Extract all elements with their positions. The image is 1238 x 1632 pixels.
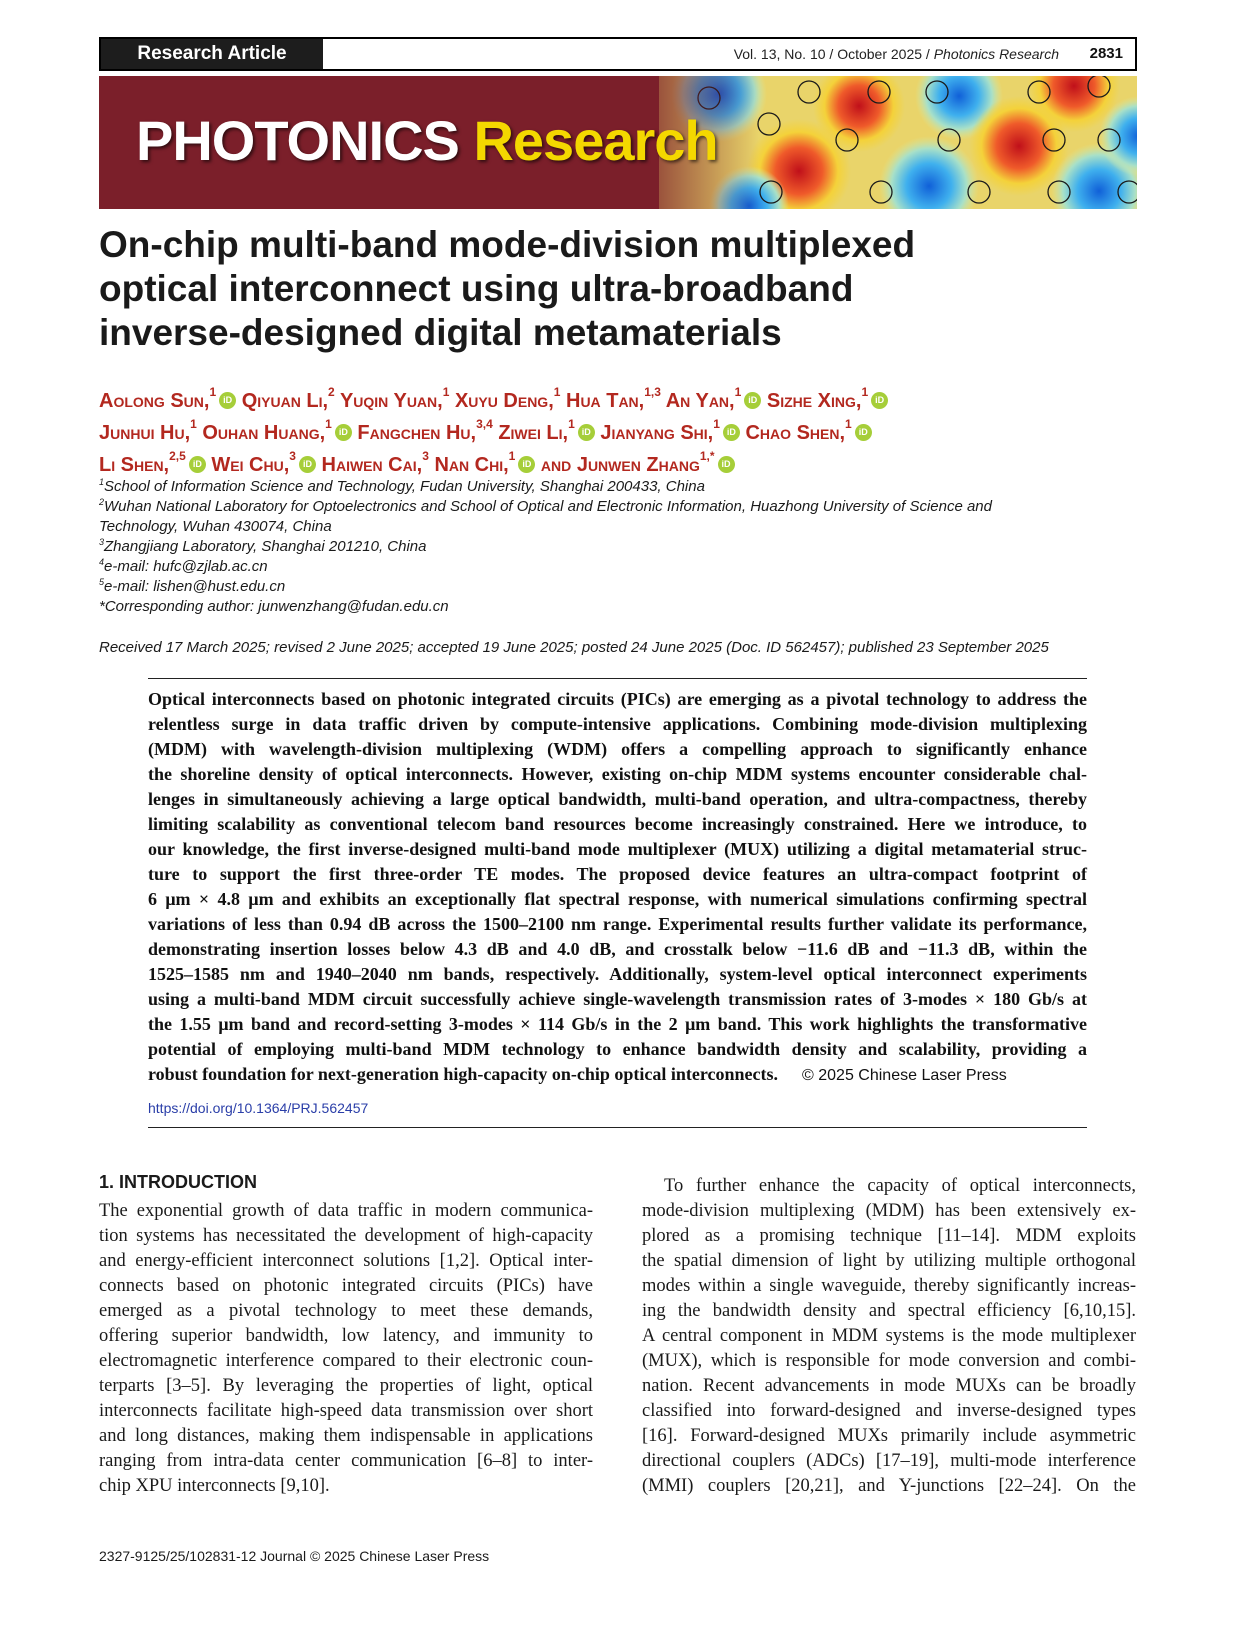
abstract-line: the shoreline density of optical interconnects. However, existing on-chip MDM systems encounter considerable chal-	[148, 764, 1087, 784]
affiliation-line	[99, 557, 1139, 577]
and-word: and	[540, 454, 572, 476]
author-name: Sizhe Xing,	[766, 390, 862, 412]
body-line: classified into forward-designed and inverse-designed types	[642, 1401, 1136, 1421]
affiliation-line	[99, 597, 1139, 617]
author-name: Aolong Sun,	[99, 390, 210, 412]
author-name: Jianyang Shi,	[600, 422, 714, 444]
affil-email[interactable]: e-mail: hufc@zjlab.ac.cn	[104, 558, 268, 575]
abstract	[148, 687, 1087, 1088]
abstract-line: Optical interconnects based on photonic integrated circuits (PICs) are emerging as a pivotal technology to address the	[148, 689, 1087, 709]
journal-banner	[99, 76, 1137, 209]
author-name: Junhui Hu,	[99, 422, 191, 444]
author	[576, 449, 735, 476]
body-line: emerged as a pivotal technology to meet these demands,	[99, 1301, 593, 1321]
page-number: 2831	[1089, 45, 1123, 62]
author-affil: 1	[845, 417, 852, 431]
abstract-line: demonstrating insertion losses below 4.3 dB and 4.0 dB, and crosstalk below −11.6 dB and −11.3 dB, within the	[148, 939, 1087, 959]
author	[241, 385, 335, 412]
journal-header-bar	[99, 37, 1137, 71]
affil-email[interactable]: e-mail: lishen@hust.edu.cn	[104, 578, 286, 595]
abstract-line: the 1.55 μm band and record-setting 3-modes × 114 Gb/s in the 2 μm band. This work highlights the transformative	[148, 1014, 1087, 1034]
author-name: An Yan,	[665, 390, 735, 412]
author-affil: 1	[209, 385, 217, 399]
title-line: inverse-designed digital metamaterials	[99, 312, 782, 353]
author-name: Xuyu Deng,	[454, 390, 554, 412]
author-affil: 2	[328, 385, 335, 399]
journal-name: Photonics Research	[933, 46, 1059, 62]
body-line: tion systems has necessitated the development of high-capacity	[99, 1226, 593, 1246]
author	[665, 385, 762, 412]
affil-number: 4	[99, 557, 105, 567]
author	[454, 385, 561, 412]
author-affil: 3	[422, 449, 429, 463]
affiliation-line	[99, 537, 1139, 557]
author-name: Qiyuan Li,	[241, 390, 329, 412]
body-line: chip XPU interconnects [9,10].	[99, 1476, 330, 1496]
orcid-icon[interactable]	[578, 424, 595, 441]
body-line: connects based on photonic integrated circuits (PICs) have	[99, 1276, 593, 1296]
author-list	[99, 385, 1149, 481]
logo-photonics: PHOTONICS	[136, 109, 459, 172]
author	[600, 417, 740, 444]
page-footer: 2327-9125/25/102831-12 Journal © 2025 Chinese Laser Press	[99, 1548, 490, 1564]
abstract-line: lenges in simultaneously achieving a large optical bandwidth, multi-band operation, and ultra-compactness, thereby	[148, 789, 1087, 809]
abstract-line: robust foundation for next-generation high-capacity on-chip optical interconnects.	[148, 1064, 779, 1084]
body-line: nation. Recent advancements in mode MUXs can be broadly	[642, 1376, 1136, 1396]
affil-text: School of Information Science and Technology, Fudan University, Shanghai 200433, China	[104, 478, 705, 495]
abstract-line-last	[148, 1062, 1087, 1088]
body-line: the spatial dimension of light by utilizing multiple orthogonal	[642, 1251, 1136, 1271]
orcid-icon[interactable]	[871, 392, 888, 409]
author-affil: 1	[553, 385, 561, 399]
affiliation-line	[99, 577, 1139, 597]
abstract-line: potential of employing multi-band MDM technology to enhance bandwidth density and scalability, providing a	[148, 1039, 1087, 1059]
author-affil: 2,5	[169, 449, 186, 463]
affiliations	[99, 477, 1139, 617]
body-column-left	[99, 1199, 593, 1499]
publication-history: Received 17 March 2025; revised 2 June 2025; accepted 19 June 2025; posted 24 June 2025 (Doc. ID 562457); published 23 September 2025	[99, 639, 1049, 656]
body-line: and energy-efficient interconnect solutions [1,2]. Optical inter-	[99, 1251, 593, 1271]
orcid-icon[interactable]	[744, 392, 761, 409]
orcid-icon[interactable]	[189, 456, 206, 473]
orcid-icon[interactable]	[219, 392, 236, 409]
journal-logo	[136, 108, 718, 174]
author-name: Hua Tan,	[566, 390, 645, 412]
body-line: terparts [3–5]. By leveraging the properties of light, optical	[99, 1376, 593, 1396]
abstract-line: ture to support the first three-order TE modes. The proposed device features an ultra-compact footprint of	[148, 864, 1087, 884]
author-affil: 1,*	[699, 449, 715, 463]
body-line: mode-division multiplexing (MDM) has been extensively ex-	[642, 1201, 1136, 1221]
journal-issue-info	[734, 39, 1059, 69]
author-affil: 1	[861, 385, 869, 399]
body-line: and long distances, making them indispensable in applications	[99, 1426, 593, 1446]
author	[498, 417, 594, 444]
author-name: Ouhan Huang,	[202, 422, 326, 444]
author	[434, 449, 535, 476]
body-line: plored as a promising technique [11–14]. MDM exploits	[642, 1226, 1136, 1246]
abstract-line: using a multi-band MDM circuit successfully achieve single-wavelength transmission rates of 3-modes × 180 Gb/s at	[148, 989, 1087, 1009]
body-line: The exponential growth of data traffic in modern communica-	[99, 1201, 593, 1221]
author	[566, 385, 661, 412]
author-line-1	[99, 385, 1149, 417]
section-heading: 1. INTRODUCTION	[99, 1172, 258, 1192]
author-name: Ziwei Li,	[498, 422, 569, 444]
author-name: Nan Chi,	[434, 454, 509, 476]
body-line: offering superior bandwidth, low latency, and immunity to	[99, 1326, 593, 1346]
affil-number: 2	[99, 497, 105, 507]
article-type-label: Research Article	[101, 39, 323, 69]
title-line: optical interconnect using ultra-broadband	[99, 268, 854, 309]
author	[211, 449, 316, 476]
author	[99, 417, 197, 444]
author-affil: 1	[713, 417, 720, 431]
author-name: Wei Chu,	[211, 454, 290, 476]
abstract-line: (MDM) with wavelength-division multiplexing (WDM) offers a compelling approach to significantly enhance	[148, 739, 1087, 759]
body-line: A central component in MDM systems is the mode multiplexer	[642, 1326, 1136, 1346]
corresponding-author[interactable]: *Corresponding author: junwenzhang@fudan.edu.cn	[99, 598, 449, 615]
author	[357, 417, 493, 444]
issue-text: Vol. 13, No. 10 / October 2025 /	[733, 46, 934, 62]
author-name: Li Shen,	[99, 454, 170, 476]
abstract-line: our knowledge, the first inverse-designed multi-band mode multiplexer (MUX) utilizing a digital metamaterial struc-	[148, 839, 1087, 859]
author-name: Haiwen Cai,	[321, 454, 423, 476]
abstract-line: variations of less than 0.94 dB across the 1500–2100 nm range. Experimental results further validate its performance,	[148, 914, 1087, 934]
affil-number: 3	[99, 537, 105, 547]
author-name: Junwen Zhang	[576, 454, 700, 476]
author-name: Fangchen Hu,	[357, 422, 477, 444]
author-affil: 3	[289, 449, 296, 463]
orcid-icon[interactable]	[723, 424, 740, 441]
author	[99, 449, 206, 476]
body-column-right	[642, 1174, 1136, 1499]
author-affil: 1	[325, 417, 332, 431]
title-line: On-chip multi-band mode-division multiplexed	[99, 224, 916, 265]
body-line: interconnects facilitate high-speed data transmission over short	[99, 1401, 593, 1421]
author-affil: 1	[508, 449, 516, 463]
orcid-icon[interactable]	[335, 424, 352, 441]
author-affil: 1	[190, 417, 197, 431]
article-title	[99, 223, 1099, 355]
author-affil: 1	[734, 385, 742, 399]
affil-number: 5	[99, 577, 105, 587]
abstract-bottom-rule	[148, 1127, 1087, 1128]
orcid-icon[interactable]	[299, 456, 316, 473]
author	[745, 417, 871, 444]
logo-research: Research	[473, 109, 718, 172]
author-affil: 1,3	[644, 385, 661, 399]
affil-number: 1	[99, 477, 105, 487]
doi-link[interactable]: https://doi.org/10.1364/PRJ.562457	[148, 1100, 369, 1116]
abstract-line: relentless surge in data traffic driven by compute-intensive applications. Combining mode-division multiplexing	[148, 714, 1087, 734]
author-affil: 1	[442, 385, 450, 399]
orcid-icon[interactable]	[518, 456, 535, 473]
author	[339, 385, 450, 412]
orcid-icon[interactable]	[855, 424, 872, 441]
author-name: Yuqin Yuan,	[339, 390, 443, 412]
affiliation-line	[99, 497, 1139, 517]
affil-text: Technology, Wuhan 430074, China	[99, 518, 332, 535]
body-line: modes within a single waveguide, thereby significantly increas-	[642, 1276, 1136, 1296]
body-line: (MUX), which is responsible for mode conversion and combi-	[642, 1351, 1136, 1371]
abstract-top-rule	[148, 678, 1087, 679]
author	[321, 449, 429, 476]
body-line: ranging from intra-data center communication [6–8] to inter-	[99, 1451, 593, 1471]
author-affil: 1	[568, 417, 575, 431]
author-affil: 3,4	[476, 417, 493, 431]
author	[202, 417, 351, 444]
body-line: (MMI) couplers [20,21], and Y-junctions [22–24]. On the	[642, 1476, 1136, 1496]
author	[766, 385, 888, 412]
body-line: directional couplers (ADCs) [17–19], multi-mode interference	[642, 1451, 1136, 1471]
body-line: ing the bandwidth density and spectral efficiency [6,10,15].	[642, 1301, 1136, 1321]
author-line-2	[99, 417, 1149, 449]
author-name: Chao Shen,	[745, 422, 846, 444]
orcid-icon[interactable]	[718, 456, 735, 473]
affil-text: Zhangjiang Laboratory, Shanghai 201210, China	[104, 538, 427, 555]
abstract-line: limiting scalability as conventional telecom band resources become increasingly constrained. Here we introduce, to	[148, 814, 1087, 834]
body-line: electromagnetic interference compared to their electronic coun-	[99, 1351, 593, 1371]
affil-text: Wuhan National Laboratory for Optoelectronics and School of Optical and Electronic Information, Huazhong University of Science and	[104, 498, 992, 515]
author	[99, 385, 236, 412]
abstract-line: 1525–1585 nm and 1940–2040 nm bands, respectively. Additionally, system-level optical interconnect experiments	[148, 964, 1087, 984]
body-line: To further enhance the capacity of optical interconnects,	[664, 1176, 1136, 1196]
affiliation-line	[99, 477, 1139, 497]
copyright-notice: © 2025 Chinese Laser Press	[802, 1067, 1007, 1084]
body-line: [16]. Forward-designed MUXs primarily include asymmetric	[642, 1426, 1136, 1446]
affiliation-line	[99, 517, 1139, 537]
abstract-line: 6 μm × 4.8 μm and exhibits an exceptionally flat spectral response, with numerical simulations confirming spectral	[148, 889, 1087, 909]
